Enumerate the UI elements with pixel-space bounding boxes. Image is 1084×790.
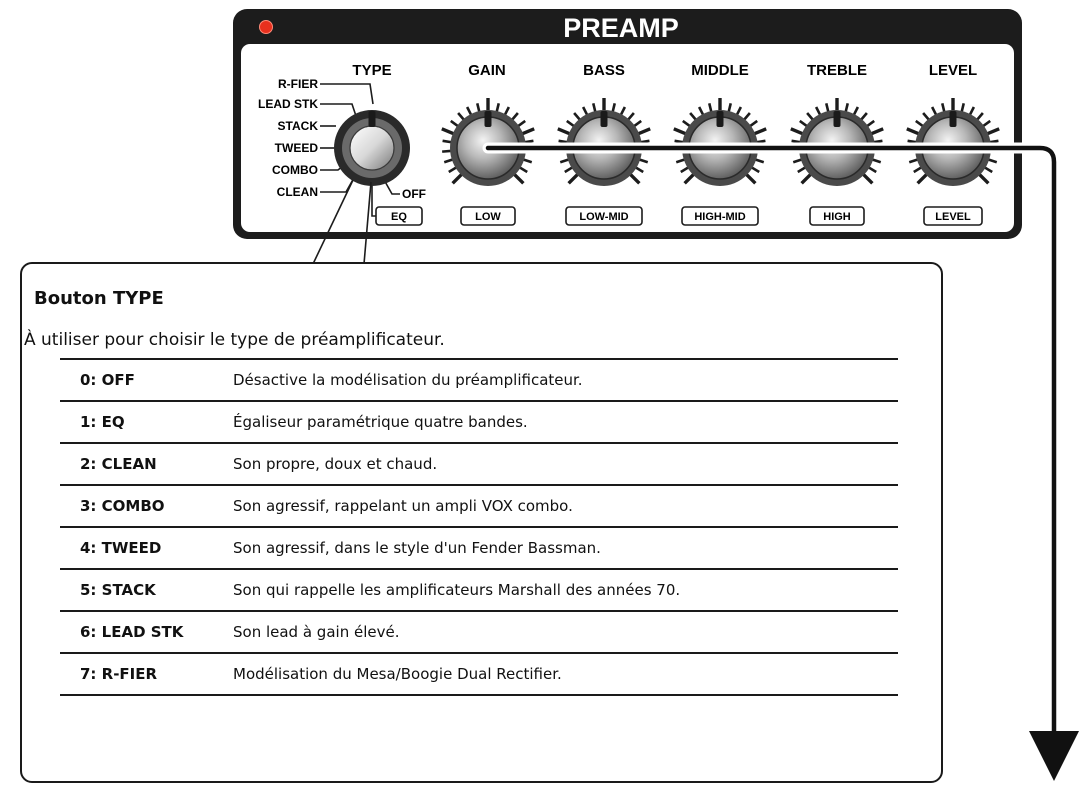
table-row <box>60 612 898 654</box>
type-position-r-fier: R-FIER <box>278 77 318 91</box>
knob-label-type: TYPE <box>352 62 392 79</box>
bass-knob-pointer <box>601 111 608 127</box>
info-box-description: À utiliser pour choisir le type de préamplificateur. <box>24 330 445 350</box>
type-position-combo: COMBO <box>272 163 318 177</box>
type-code: 4: TWEED <box>80 539 162 557</box>
type-code: 5: STACK <box>80 581 156 599</box>
knob-label-middle: MIDDLE <box>691 62 749 79</box>
middle-knob-pointer <box>717 111 724 127</box>
type-description: Son lead à gain élevé. <box>233 623 400 641</box>
type-description: Égaliseur paramétrique quatre bandes. <box>233 413 528 431</box>
type-description: Désactive la modélisation du préamplificateur. <box>233 371 583 389</box>
type-description: Modélisation du Mesa/Boogie Dual Rectifier. <box>233 665 562 683</box>
knob-label-bass: BASS <box>583 62 625 79</box>
sub-label-high-mid: HIGH-MID <box>694 211 746 223</box>
sub-label-low: LOW <box>475 211 501 223</box>
type-code: 0: OFF <box>80 371 135 389</box>
type-position-stack: STACK <box>277 119 318 133</box>
type-table <box>60 358 898 696</box>
sub-label-level: LEVEL <box>935 211 971 223</box>
type-code: 6: LEAD STK <box>80 623 184 641</box>
type-code: 2: CLEAN <box>80 455 157 473</box>
table-row <box>60 486 898 528</box>
type-knob <box>334 110 410 186</box>
table-row <box>60 444 898 486</box>
type-code: 1: EQ <box>80 413 125 431</box>
panel-title: PREAMP <box>563 13 679 43</box>
knob-label-gain: GAIN <box>468 62 506 79</box>
type-knob-pointer <box>369 111 376 127</box>
type-description: Son agressif, dans le style d'un Fender Bassman. <box>233 539 601 557</box>
arrow-head-icon <box>1029 731 1079 781</box>
type-position-clean: CLEAN <box>276 185 318 199</box>
type-position-tweed: TWEED <box>274 141 318 155</box>
type-position-off: OFF <box>402 187 426 201</box>
sub-label-low-mid: LOW-MID <box>579 211 629 223</box>
table-row <box>60 528 898 570</box>
type-position-lead-stk: LEAD STK <box>258 97 318 111</box>
power-led-icon <box>260 21 273 34</box>
table-row <box>60 570 898 612</box>
type-code: 3: COMBO <box>80 497 165 515</box>
gain-knob-pointer <box>485 111 492 127</box>
treble-knob-pointer <box>834 111 841 127</box>
type-description: Son agressif, rappelant un ampli VOX combo. <box>233 497 573 515</box>
level-knob-pointer <box>950 111 957 127</box>
type-info-box <box>20 262 943 783</box>
type-description: Son propre, doux et chaud. <box>233 455 438 473</box>
table-row <box>60 360 898 402</box>
type-code: 7: R-FIER <box>80 665 158 683</box>
knob-label-level: LEVEL <box>928 62 978 79</box>
table-row <box>60 654 898 696</box>
table-row <box>60 402 898 444</box>
sub-label-high: HIGH <box>823 211 851 223</box>
sub-label-eq: EQ <box>391 211 407 223</box>
type-description: Son qui rappelle les amplificateurs Marshall des années 70. <box>233 581 681 599</box>
info-box-title: Bouton TYPE <box>34 288 164 309</box>
knob-label-treble: TREBLE <box>807 62 867 79</box>
